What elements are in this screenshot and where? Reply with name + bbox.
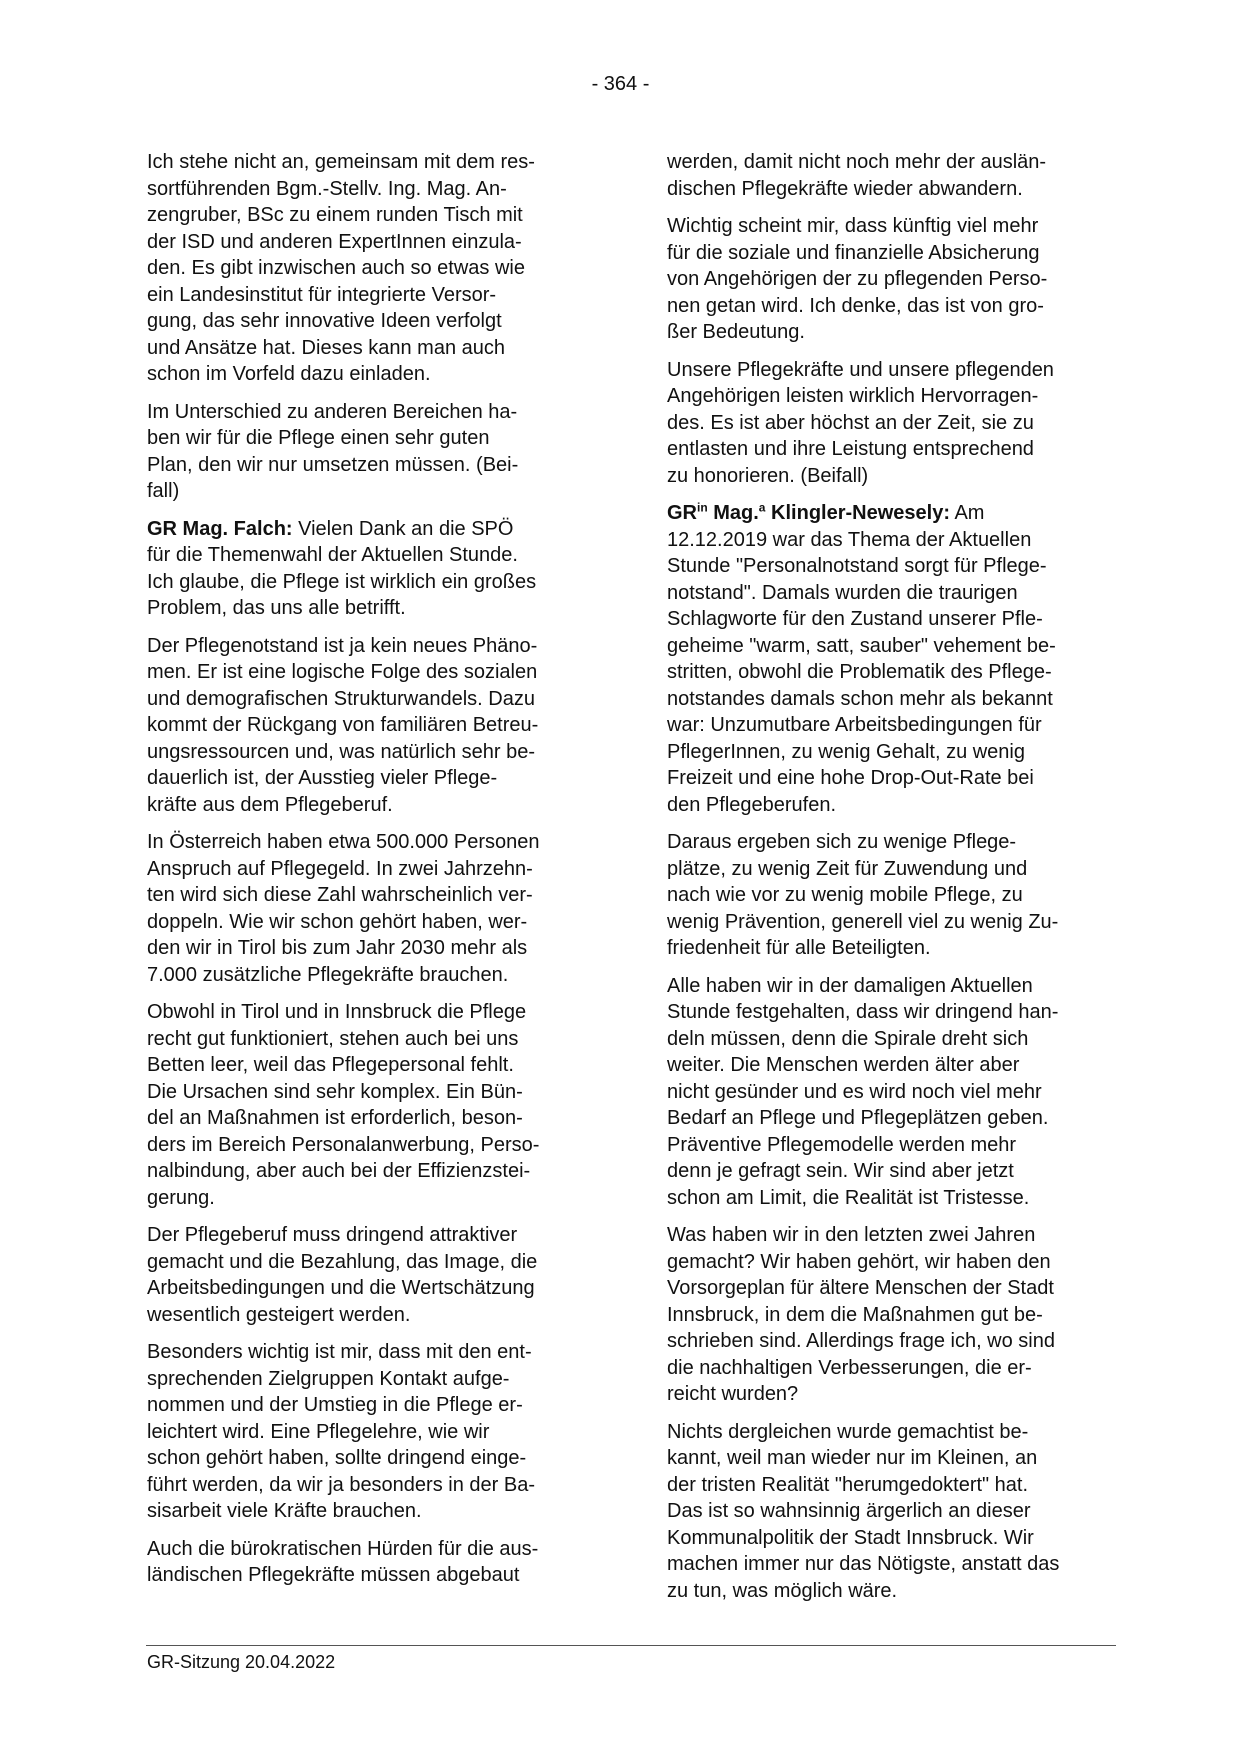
text-line: friedenheit für alle Beteiligten. — [667, 937, 931, 959]
text-line: leichtert wird. Eine Pflegelehre, wie wir — [147, 1420, 490, 1443]
text-line: PflegerInnen, zu wenig Gehalt, zu wenig — [667, 740, 1025, 763]
paragraph-body — [147, 544, 536, 619]
text-line: Nichts dergleichen wurde gemachtist be- — [667, 1420, 1029, 1443]
paragraph — [147, 633, 588, 819]
text-line: In Österreich haben etwa 500.000 Personen — [147, 831, 540, 853]
text-line: men. Er ist eine logische Folge des sozialen — [147, 661, 538, 683]
text-line: doppeln. Wie wir schon gehört haben, wer- — [147, 910, 528, 933]
text-line: Innsbruck, in dem die Maßnahmen gut be- — [667, 1303, 1043, 1326]
text-line: war: Unzumutbare Arbeitsbedingungen für — [667, 714, 1042, 736]
text-line: dauerlich ist, der Ausstieg vieler Pflege- — [147, 767, 498, 789]
text-line: gung, das sehr innovative Ideen verfolgt — [147, 310, 502, 332]
text-line: den. Es gibt inzwischen auch so etwas wie — [147, 257, 525, 279]
text-line: sprechenden Zielgruppen Kontakt aufge- — [147, 1367, 510, 1390]
text-line: Besonders wichtig ist mir, dass mit den ent- — [147, 1341, 532, 1363]
paragraph — [667, 973, 1108, 1212]
text-line: wesentlich gesteigert werden. — [147, 1303, 411, 1326]
text-line: del an Maßnahmen ist erforderlich, beson- — [147, 1107, 523, 1129]
text-line: Der Pflegeberuf muss dringend attraktiver — [147, 1224, 518, 1246]
text-line: stritten, obwohl die Problematik des Pflege- — [667, 661, 1052, 683]
text-line: weiter. Die Menschen werden älter aber — [667, 1054, 1020, 1076]
text-line: nalbindung, aber auch bei der Effizienzstei- — [147, 1160, 531, 1182]
text-line: ein Landesinstitut für integrierte Versor- — [147, 283, 497, 306]
text-line: Was haben wir in den letzten zwei Jahren — [667, 1224, 1036, 1246]
paragraph — [667, 500, 1108, 818]
paragraph — [147, 399, 588, 505]
text-line: dischen Pflegekräfte wieder abwandern. — [667, 177, 1023, 200]
text-line: Präventive Pflegemodelle werden mehr — [667, 1133, 1017, 1156]
text-line: Anspruch auf Pflegegeld. In zwei Jahrzehn- — [147, 857, 533, 880]
text-line: zu tun, was möglich wäre. — [667, 1579, 898, 1602]
text-line: nommen und der Umstieg in die Pflege er- — [147, 1394, 523, 1416]
text-line: gemacht? Wir haben gehört, wir haben den — [667, 1250, 1051, 1273]
text-line: nicht gesünder und es wird noch viel mehr — [667, 1080, 1042, 1103]
text-line: Ich stehe nicht an, gemeinsam mit dem res- — [147, 151, 535, 173]
text-line: schon am Limit, die Realität ist Tristesse. — [667, 1186, 1030, 1209]
speaker-name: GR Mag. Falch: — [147, 517, 293, 540]
text-line: Betten leer, weil das Pflegepersonal fehlt. — [147, 1054, 514, 1076]
text-line: ländischen Pflegekräfte müssen abgebaut — [147, 1564, 520, 1586]
paragraph-lead: Am — [950, 502, 985, 524]
paragraph — [147, 1339, 588, 1525]
text-line: ten wird sich diese Zahl wahrscheinlich ver- — [147, 884, 533, 906]
text-line: Stunde "Personalnotstand sorgt für Pflege- — [667, 555, 1047, 577]
text-line: zengruber, BSc zu einem runden Tisch mit — [147, 204, 523, 226]
text-line: den wir in Tirol bis zum Jahr 2030 mehr als — [147, 937, 528, 959]
text-line: Arbeitsbedingungen und die Wertschätzung — [147, 1277, 535, 1299]
paragraph — [667, 829, 1108, 962]
paragraph — [147, 516, 588, 622]
text-line: ßer Bedeutung. — [667, 321, 805, 343]
text-line: der tristen Realität "herumgedoktert" hat. — [667, 1473, 1029, 1496]
text-line: den Pflegeberufen. — [667, 793, 837, 816]
text-line: und demografischen Strukturwandels. Dazu — [147, 687, 535, 710]
text-line: reicht wurden? — [667, 1383, 799, 1405]
text-line: Bedarf an Pflege und Pflegeplätzen geben. — [667, 1107, 1049, 1129]
text-line: denn je gefragt sein. Wir sind aber jetzt — [667, 1160, 1014, 1182]
text-line: plätze, zu wenig Zeit für Zuwendung und — [667, 857, 1028, 880]
text-line: deln müssen, denn die Spirale dreht sich — [667, 1027, 1029, 1050]
left-column — [147, 149, 588, 1600]
paragraph — [147, 1536, 588, 1589]
text-line: fall) — [147, 480, 180, 502]
right-column — [667, 149, 1108, 1615]
text-line: zu honorieren. (Beifall) — [667, 464, 869, 487]
paragraph — [147, 829, 588, 988]
text-line: Freizeit und eine hohe Drop-Out-Rate bei — [667, 767, 1034, 789]
text-line: Unsere Pflegekräfte und unsere pflegenden — [667, 358, 1054, 381]
paragraph — [667, 1222, 1108, 1408]
text-line: Wichtig scheint mir, dass künftig viel mehr — [667, 215, 1039, 237]
text-line: Das ist so wahnsinnig ärgerlich an dieser — [667, 1500, 1031, 1522]
text-line: nen getan wird. Ich denke, das ist von gro- — [667, 294, 1044, 317]
text-line: Obwohl in Tirol und in Innsbruck die Pflege — [147, 1001, 527, 1023]
text-line: Im Unterschied zu anderen Bereichen ha- — [147, 400, 518, 423]
text-line: ben wir für die Pflege einen sehr guten — [147, 427, 490, 449]
paragraph — [667, 1419, 1108, 1605]
text-line: der ISD und anderen ExpertInnen einzula- — [147, 230, 522, 253]
text-line: Plan, den wir nur umsetzen müssen. (Bei- — [147, 453, 519, 476]
speaker-name: $GR^{in}$ Mag.$^a$ Klingler-Newesely: — [667, 500, 950, 524]
text-line: wenig Prävention, generell viel zu wenig Zu- — [667, 910, 1059, 933]
paragraph — [147, 149, 588, 388]
text-line: schrieben sind. Allerdings frage ich, wo sind — [667, 1330, 1055, 1352]
text-line: kannt, weil man wieder nur im Kleinen, an — [667, 1447, 1038, 1469]
text-line: ungsressourcen und, was natürlich sehr be- — [147, 740, 535, 763]
text-line: sisarbeit viele Kräfte brauchen. — [147, 1500, 422, 1522]
paragraph — [147, 1222, 588, 1328]
text-line: führt werden, da wir ja besonders in der Ba- — [147, 1473, 535, 1496]
text-line: Der Pflegenotstand ist ja kein neues Phäno- — [147, 634, 538, 657]
text-line: kommt der Rückgang von familiären Betreu- — [147, 714, 539, 736]
paragraph-lead: Vielen Dank an die SPÖ — [292, 517, 514, 540]
text-line: nach wie vor zu wenig mobile Pflege, zu — [667, 884, 1023, 906]
page-number: - 364 - — [591, 73, 650, 95]
text-line: kräfte aus dem Pflegeberuf. — [147, 793, 393, 816]
text-line: für die Themenwahl der Aktuellen Stunde. — [147, 544, 518, 566]
text-line: gemacht und die Bezahlung, das Image, die — [147, 1250, 538, 1273]
text-line: recht gut funktioniert, stehen auch bei uns — [147, 1027, 519, 1050]
text-line: von Angehörigen der zu pflegenden Perso- — [667, 268, 1048, 290]
text-line: ders im Bereich Personalanwerbung, Perso- — [147, 1133, 540, 1156]
text-line: 7.000 zusätzliche Pflegekräfte brauchen. — [147, 963, 509, 986]
text-line: des. Es ist aber höchst an der Zeit, sie zu — [667, 411, 1034, 434]
text-line: Die Ursachen sind sehr komplex. Ein Bün- — [147, 1080, 523, 1103]
text-line: Alle haben wir in der damaligen Aktuellen — [667, 974, 1033, 997]
text-line: 12.12.2019 war das Thema der Aktuellen — [667, 528, 1032, 551]
text-line: schon gehört haben, sollte dringend einge- — [147, 1447, 527, 1469]
text-line: Schlagworte für den Zustand unserer Pfle- — [667, 608, 1043, 630]
paragraph — [667, 149, 1108, 202]
text-line: notstandes damals schon mehr als bekannt — [667, 687, 1053, 710]
text-line: Ich glaube, die Pflege ist wirklich ein großes — [147, 570, 537, 593]
text-line: Stunde festgehalten, dass wir dringend han- — [667, 1001, 1059, 1023]
text-line: entlasten und ihre Leistung entsprechend — [667, 438, 1034, 460]
text-line: sortführenden Bgm.-Stellv. Ing. Mag. An- — [147, 177, 507, 200]
text-line: die nachhaltigen Verbesserungen, die er- — [667, 1356, 1032, 1379]
paragraph-body — [667, 529, 1056, 816]
text-line: werden, damit nicht noch mehr der auslän- — [667, 151, 1047, 173]
text-line: gerung. — [147, 1186, 215, 1209]
paragraph — [667, 213, 1108, 346]
text-line: machen immer nur das Nötigste, anstatt das — [667, 1553, 1060, 1575]
footer-divider — [146, 1645, 1116, 1646]
text-line: Angehörigen leisten wirklich Hervorragen- — [667, 385, 1039, 407]
text-line: schon im Vorfeld dazu einladen. — [147, 363, 431, 385]
text-line: Kommunalpolitik der Stadt Innsbruck. Wir — [667, 1526, 1034, 1549]
text-line: notstand". Damals wurden die traurigen — [667, 581, 1018, 604]
paragraph — [147, 999, 588, 1211]
paragraph — [667, 357, 1108, 490]
footer-session-date: GR-Sitzung 20.04.2022 — [147, 1652, 336, 1672]
text-line: Vorsorgeplan für ältere Menschen der Stadt — [667, 1277, 1054, 1299]
text-line: für die soziale und finanzielle Absicherung — [667, 241, 1040, 264]
text-line: geheime "warm, satt, sauber" vehement be- — [667, 634, 1056, 657]
text-line: Problem, das uns alle betrifft. — [147, 597, 406, 619]
text-line: Daraus ergeben sich zu wenige Pflege- — [667, 831, 1017, 853]
text-line: und Ansätze hat. Dieses kann man auch — [147, 336, 506, 359]
text-line: Auch die bürokratischen Hürden für die aus- — [147, 1537, 539, 1560]
